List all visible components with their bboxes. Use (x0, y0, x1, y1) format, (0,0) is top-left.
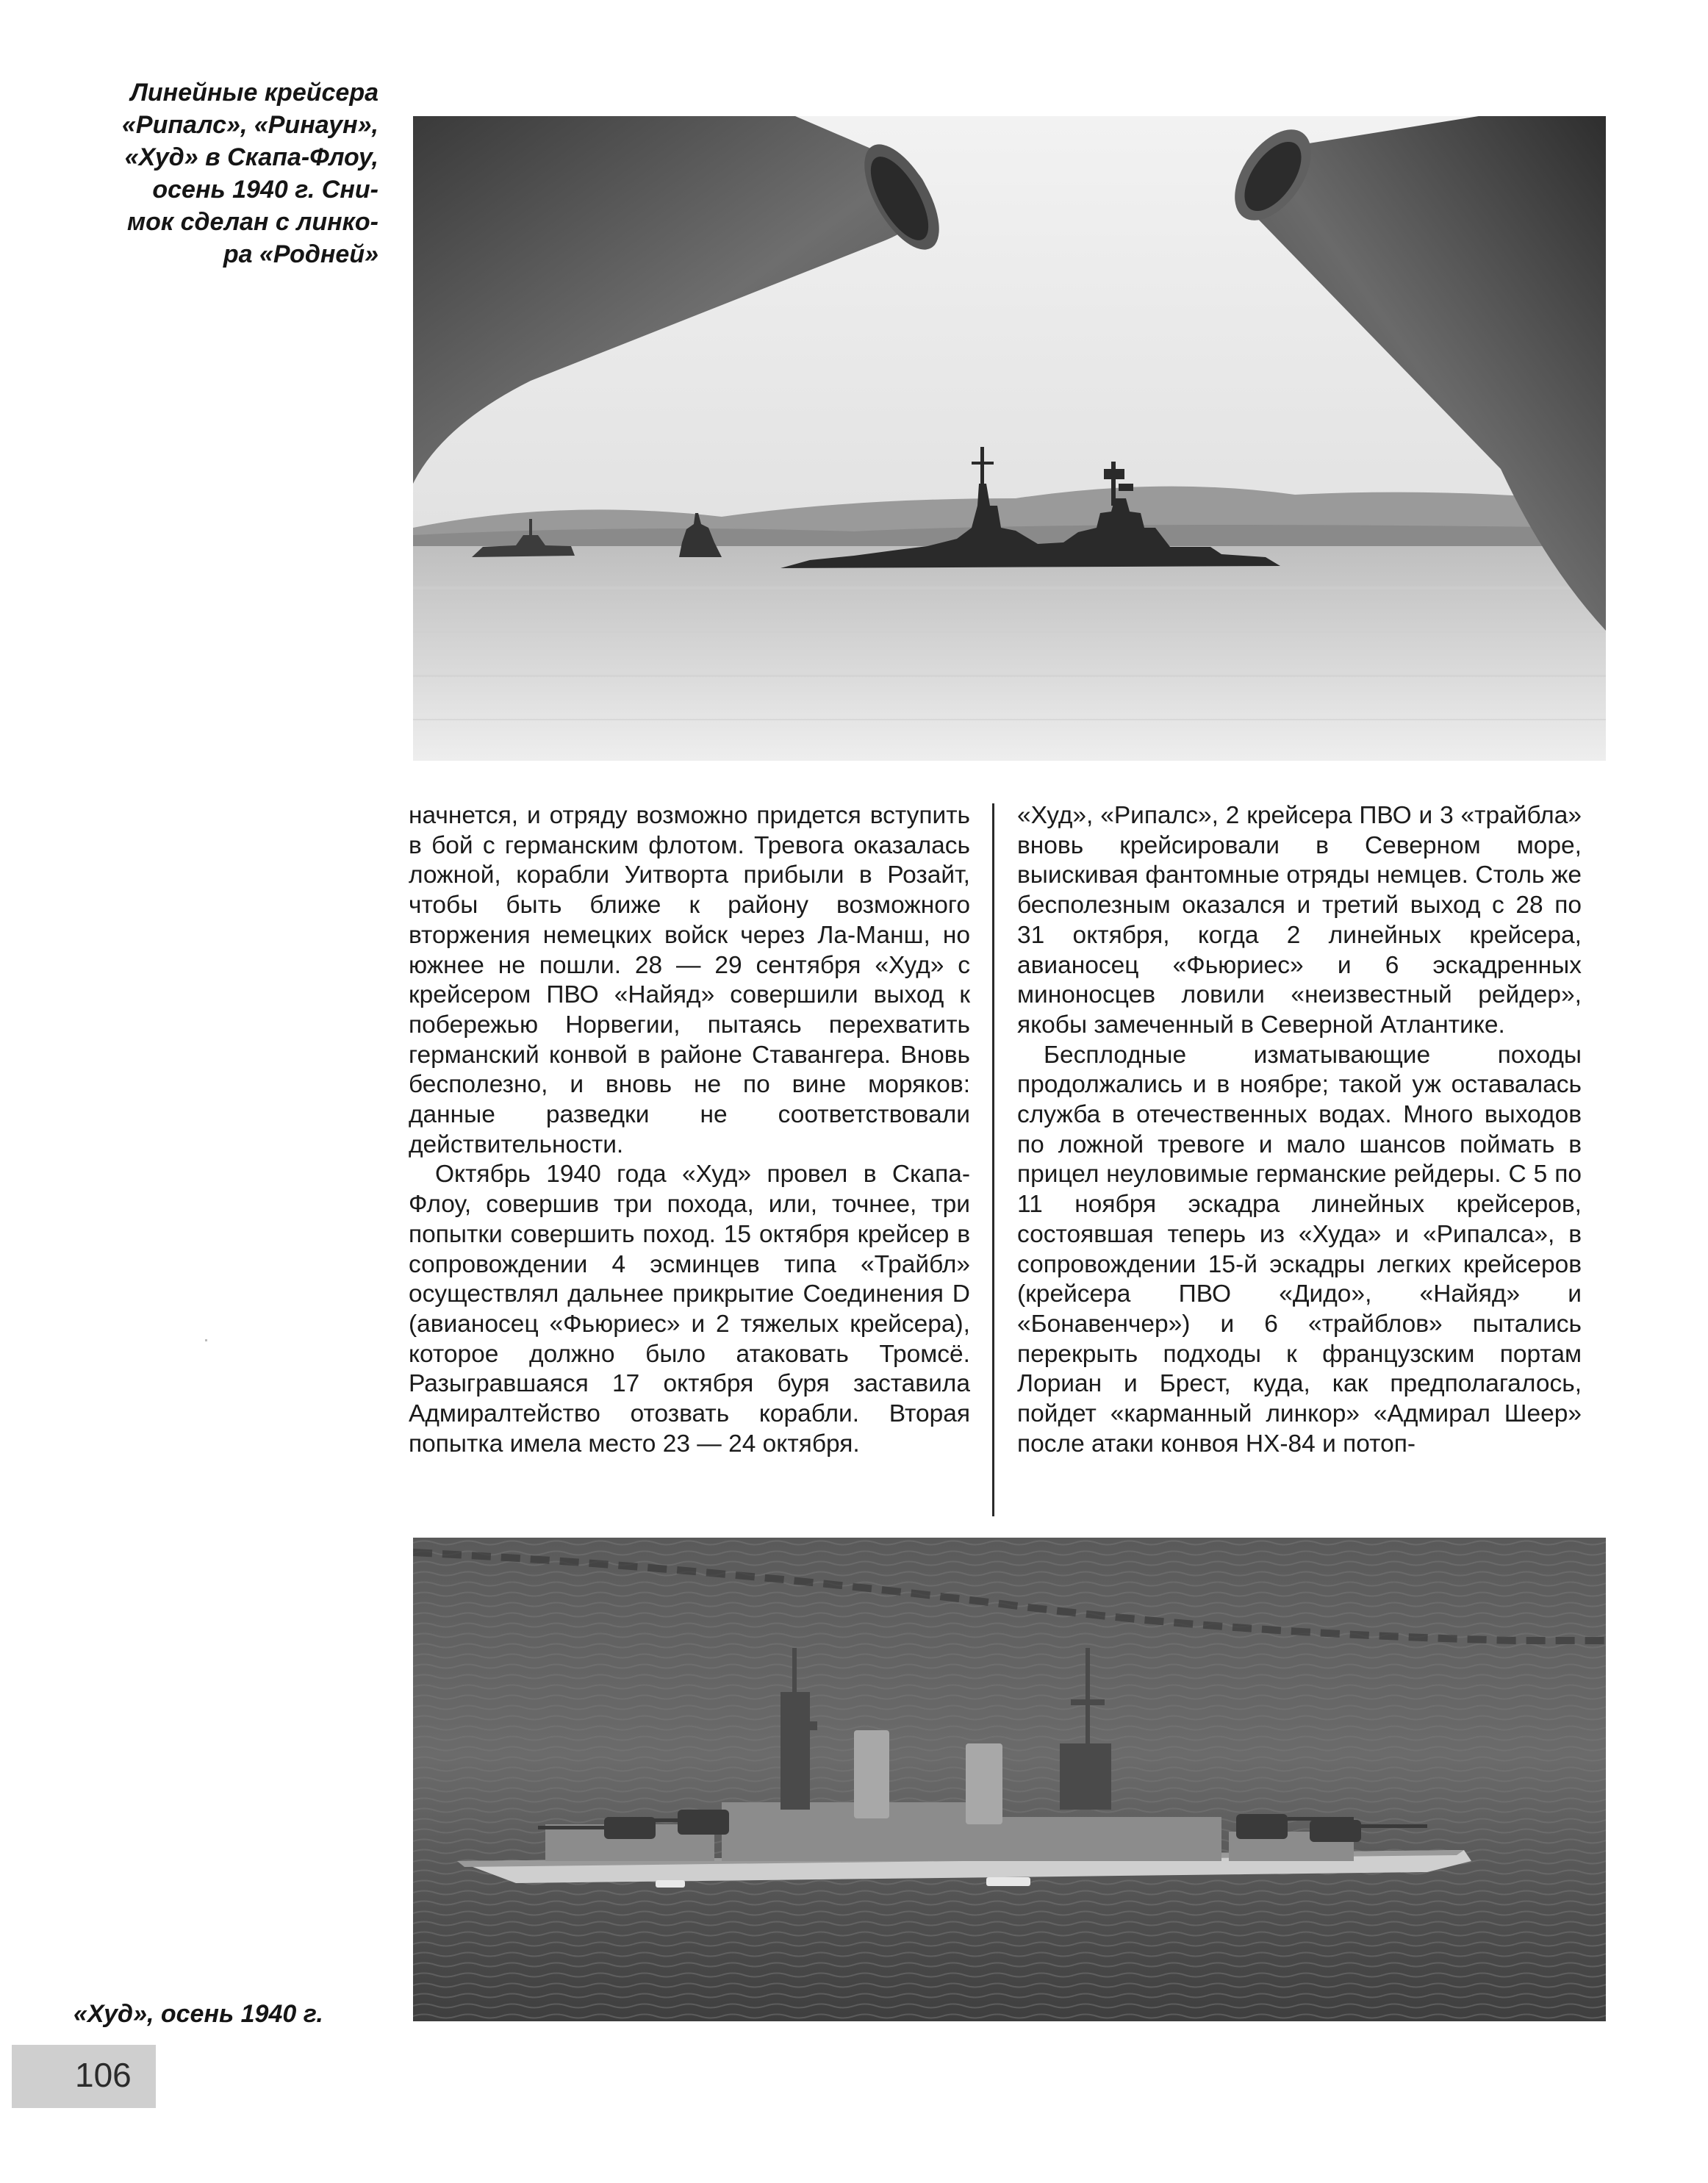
caption-line: осень 1940 г. Сни- (152, 176, 378, 204)
caption-line: мок сделан с линко- (126, 208, 378, 236)
photo-hood-aerial (413, 1538, 1606, 2021)
top-photo-caption (59, 76, 378, 270)
paragraph: начнется, и отряду возможно придется вступить в бой с германским флотом. Тревога оказалась ложной, корабли Уитворта прибыли в Розайт, чтобы быть ближе к району возможного вторжения немецких войск через Ла-Манш, но южнее не пошли. 28 — 29 сентября «Худ» с крейсером ПВО «Найяд» совершили выход к побережью Норвегии, пытаясь перехватить германский конвой в районе Ставангера. Вновь бесполезно, и вновь не по вине моряков: данные разведки не соответствовали действительности. (409, 802, 970, 1158)
bottom-photo-caption: «Худ», осень 1940 г. (73, 2000, 323, 2028)
photo-guns-scapa-flow (413, 116, 1606, 761)
text-column-left (409, 801, 970, 1459)
paragraph: Бесплодные изматывающие походы продолжались и в ноябре; такой уж оставалась служба в отечественных водах. Много выходов по ложной тревоге и мало шансов поймать в прицел неуловимые германские рейдеры. С 5 по 11 ноября эскадра линейных крейсеров, состоявшая теперь из «Худа» и «Рипалса», в сопровождении 15-й эскадры легких крейсеров (крейсера ПВО «Дидо», «Найяд» и «Бонавенчер») и 6 «трайблов» пытались перекрыть подходы к французским портам Лориан и Брест, куда, как предполагалось, пойдет «карманный линкор» «Адмирал Шеер» после атаки конвоя НХ-84 и потоп- (1017, 1041, 1582, 1458)
page-number: 106 (75, 2056, 132, 2094)
caption-line: Линейные крейсера (130, 79, 378, 107)
caption-line: «Худ» в Скапа-Флоу, (124, 143, 378, 171)
photo-guns-scapa-flow-image (413, 116, 1606, 761)
paragraph: Октябрь 1940 года «Худ» провел в Скапа-Флоу, совершив три похода, или, точнее, три попытки совершить поход. 15 октября крейсер в сопровождении 4 эсминцев типа «Трайбл» осуществлял дальнее прикрытие Соединения D (авианосец «Фьюриес» и 2 тяжелых крейсера), которое должно было атаковать Тромсё. Разыгравшаяся 17 октября буря заставила Адмиралтейство отозвать корабли. Вторая попытка имела место 23 — 24 октября. (409, 1161, 970, 1458)
photo-hood-aerial-image (413, 1538, 1606, 2021)
column-divider (992, 803, 994, 1516)
caption-line: ра «Родней» (223, 240, 378, 268)
paragraph: «Худ», «Рипалс», 2 крейсера ПВО и 3 «трайбла» вновь крейсировали в Северном море, выискивая фантомные отряды немцев. Столь же бесполезным оказался и третий выход с 28 по 31 октября, когда 2 линейных крейсера, авианосец «Фьюриес» и 6 эскадренных миноносцев ловили «неизвестный рейдер», якобы замеченный в Северной Атлантике. (1017, 802, 1582, 1039)
print-speck (205, 1339, 207, 1341)
text-column-right (1017, 801, 1582, 1459)
caption-line: «Рипалс», «Ринаун», (121, 111, 378, 139)
